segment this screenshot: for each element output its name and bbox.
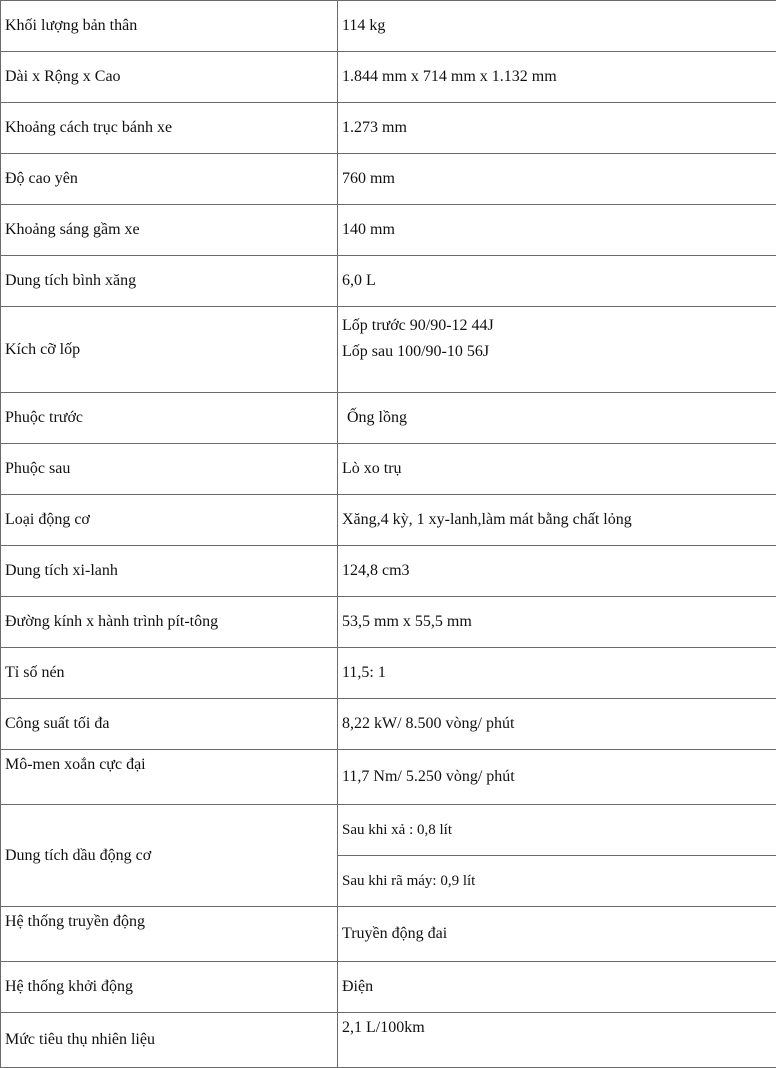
table-row <box>1 103 776 154</box>
spec-label: Khối lượng bản thân <box>1 1 338 52</box>
spec-value: 53,5 mm x 55,5 mm <box>338 597 776 648</box>
table-row <box>1 805 776 856</box>
spec-value: 2,1 L/100km <box>338 1013 776 1068</box>
table-row <box>1 907 776 962</box>
table-row <box>1 256 776 307</box>
table-row <box>1 699 776 750</box>
table-row <box>1 648 776 699</box>
spec-value: Sau khi xả : 0,8 lít <box>338 805 776 856</box>
spec-label: Mức tiêu thụ nhiên liệu <box>1 1013 338 1068</box>
spec-label: Tỉ số nén <box>1 648 338 699</box>
spec-label: Dung tích xi-lanh <box>1 546 338 597</box>
spec-label: Kích cỡ lốp <box>1 307 338 393</box>
spec-value: 11,5: 1 <box>338 648 776 699</box>
spec-value: Ống lồng <box>338 393 776 444</box>
spec-label: Hệ thống truyền động <box>1 907 338 962</box>
spec-label: Công suất tối đa <box>1 699 338 750</box>
spec-value: 760 mm <box>338 154 776 205</box>
spec-value: 114 kg <box>338 1 776 52</box>
table-row <box>1 1013 776 1068</box>
spec-value: Xăng,4 kỳ, 1 xy-lanh,làm mát bằng chất lỏng <box>338 495 776 546</box>
table-row <box>1 962 776 1013</box>
spec-value: 6,0 L <box>338 256 776 307</box>
spec-label: Mô-men xoắn cực đại <box>1 750 338 805</box>
table-row <box>1 444 776 495</box>
spec-label: Dài x Rộng x Cao <box>1 52 338 103</box>
spec-label: Dung tích bình xăng <box>1 256 338 307</box>
spec-value: 11,7 Nm/ 5.250 vòng/ phút <box>338 750 776 805</box>
spec-label: Đường kính x hành trình pít-tông <box>1 597 338 648</box>
table-row <box>1 307 776 393</box>
table-row <box>1 546 776 597</box>
spec-value: 8,22 kW/ 8.500 vòng/ phút <box>338 699 776 750</box>
spec-value: 140 mm <box>338 205 776 256</box>
spec-label: Khoảng sáng gầm xe <box>1 205 338 256</box>
table-row <box>1 495 776 546</box>
spec-value: 124,8 cm3 <box>338 546 776 597</box>
spec-value: Điện <box>338 962 776 1013</box>
table-row <box>1 1 776 52</box>
spec-value-line: Lốp sau 100/90-10 56J <box>342 339 776 365</box>
spec-value: Sau khi rã máy: 0,9 lít <box>338 856 776 907</box>
spec-value: Lò xo trụ <box>338 444 776 495</box>
spec-value <box>338 307 776 393</box>
spec-label: Khoảng cách trục bánh xe <box>1 103 338 154</box>
spec-label: Hệ thống khởi động <box>1 962 338 1013</box>
spec-value: Truyền động đai <box>338 907 776 962</box>
spec-label: Phuộc trước <box>1 393 338 444</box>
table-row <box>1 597 776 648</box>
table-row <box>1 750 776 805</box>
spec-value-line: Lốp trước 90/90-12 44J <box>342 313 776 339</box>
table-row <box>1 154 776 205</box>
spec-value: 1.844 mm x 714 mm x 1.132 mm <box>338 52 776 103</box>
spec-value: 1.273 mm <box>338 103 776 154</box>
spec-label: Độ cao yên <box>1 154 338 205</box>
table-row <box>1 393 776 444</box>
spec-label: Phuộc sau <box>1 444 338 495</box>
spec-label: Loại động cơ <box>1 495 338 546</box>
spec-label: Dung tích dầu động cơ <box>1 805 338 907</box>
table-row <box>1 52 776 103</box>
table-row <box>1 205 776 256</box>
